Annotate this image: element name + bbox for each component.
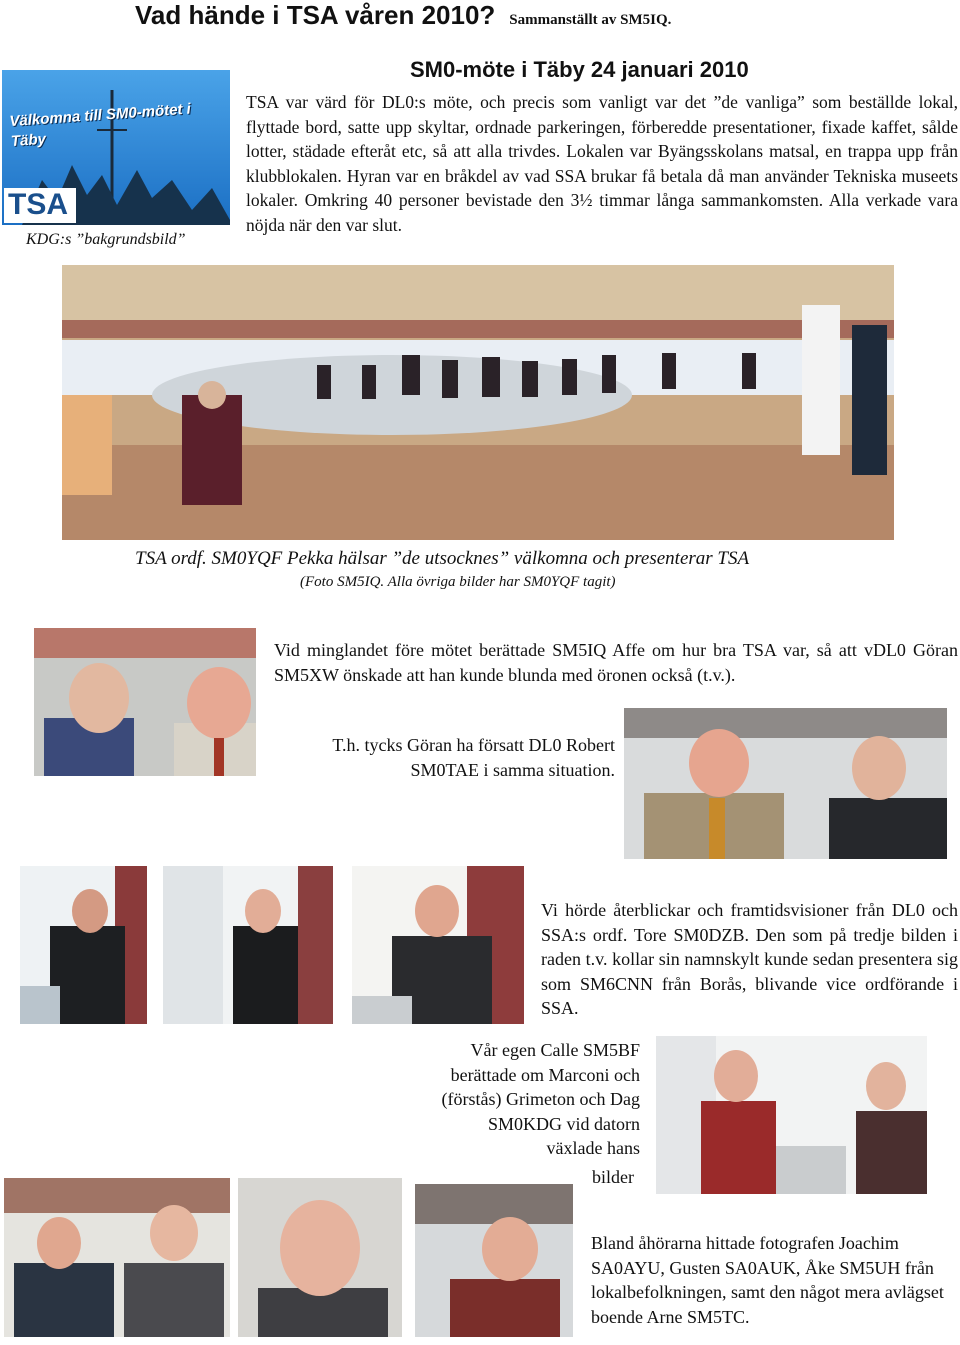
panorama-caption-1: TSA ordf. SM0YQF Pekka hälsar ”de utsocknes” välkomna och presenterar TSA	[135, 548, 750, 569]
bland-text: Bland åhörarna hittade fotografen Joachim SA0AYU, Gusten SA0AUK, Åke SM5UH från lokalbefolkningen, samt den något mera avlägset boende Arne SM5TC.	[591, 1233, 944, 1327]
speaker-1-photo	[20, 866, 147, 1024]
audience-2-photo	[238, 1178, 402, 1337]
compiled-by: Sammanställt av SM5IQ.	[509, 12, 672, 28]
mingel-text: Vid minglandet före mötet berättade SM5IQ Affe om hur bra TSA var, så att vDL0 Göran SM5XW önskade att han kunde blunda med öronen också (t.v.).	[274, 640, 958, 685]
speaker-3-photo	[352, 866, 524, 1024]
panorama-photo	[62, 265, 894, 540]
tsa-logo: TSA	[8, 188, 68, 221]
panorama-caption-2: (Foto SM5IQ. Alla övriga bilder har SM0YQF tagit)	[300, 574, 616, 590]
page-title-text: Vad hände i TSA våren 2010?	[135, 0, 496, 30]
banner-caption: KDG:s ”bakgrundsbild”	[26, 231, 186, 248]
goran-robert-photo	[624, 708, 947, 859]
vi-horde-text: Vi hörde återblickar och framtidsvisioner från DL0 och SSA:s ordf. Tore SM0DZB. Den som på tredje bilden i raden t.v. kollar sin namnskylt kunde sedan presentera sig som SM6CNN från Borås, blivande vice ordförande i SSA.	[541, 900, 958, 1018]
calle-text-last: bilder	[592, 1167, 634, 1187]
audience-1-photo	[4, 1178, 230, 1337]
speaker-2-photo	[163, 866, 333, 1024]
page-title	[135, 0, 671, 31]
calle-text: Vår egen Calle SM5BF berättade om Marconi och (förstås) Grimeton och Dag SM0KDG vid datorn växlade hans	[441, 1040, 640, 1158]
banner-sign-text: Välkomna till SM0-mötet i Täby	[8, 100, 192, 151]
mingel-photo	[34, 628, 256, 776]
audience-3-photo	[415, 1184, 573, 1337]
goran-text: T.h. tycks Göran ha försatt DL0 Robert SM0TAE i samma situation.	[332, 735, 615, 780]
meeting-intro: TSA var värd för DL0:s möte, och precis som vanligt var det ”de vanliga” som beställde lokal, flyttade bord, satte upp skyltar, ordnade parkeringen, förberedde presentationer, fixade kaffet, sålde lotter, städade efteråt etc, så att alla trivdes. Lokalen var Byängsskolans matsal, en trappa upp från klubblokalen. Hyran var en bråkdel av vad SSA brukar få betala då man använder Tekniska museets lokaler. Omkring 40 personer bevistade den 3½ timmar långa sammankomsten. Alla verkade vara nöjda när den var slut.	[246, 92, 958, 235]
calle-photo	[656, 1036, 927, 1194]
meeting-heading: SM0-möte i Täby 24 januari 2010	[410, 57, 749, 82]
